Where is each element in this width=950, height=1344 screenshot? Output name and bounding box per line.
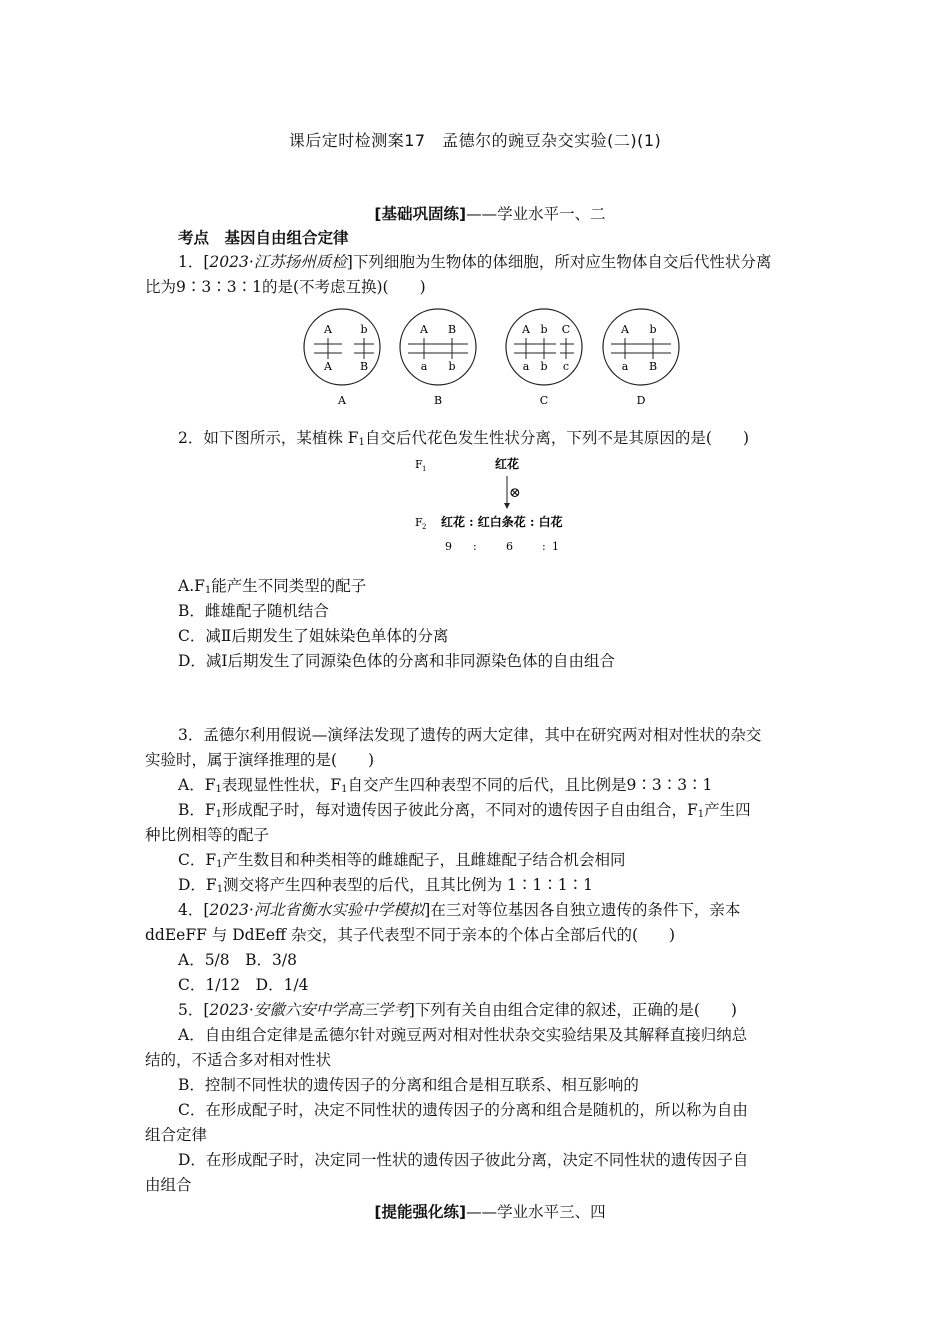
- q2-stem-sub: 1: [358, 437, 365, 448]
- cell-d-allele-1: A: [621, 323, 629, 336]
- q1-line-2: 比为9∶3∶3∶1的是(不考虑互换)( ): [145, 278, 426, 296]
- q2-option-a-sub: 1: [204, 585, 212, 596]
- f1-phenotype: 红花: [495, 457, 520, 471]
- cell-c-allele-2: b: [540, 323, 548, 336]
- cell-d-allele-3: a: [621, 360, 629, 373]
- q3-option-c: [178, 850, 626, 875]
- q4-stem-2: ddEeFF 与 DdEeff 杂交，其子代表型不同于亲本的个体占全部后代的( ): [145, 926, 676, 944]
- q3-stem-2: 实验时，属于演绎推理的是( ): [145, 751, 375, 769]
- cell-d-label: D: [636, 394, 646, 407]
- section-label: [基础巩固练]: [374, 205, 467, 223]
- cell-c-allele-1: A: [522, 323, 530, 336]
- cell-b-allele-4: b: [448, 360, 456, 373]
- q5-stem: [178, 1000, 737, 1020]
- q5-source: 2023·安徽六安中学高三学考: [209, 1001, 409, 1019]
- f2-phenotypes: 红花 : 红白条花 : 白花: [441, 515, 563, 529]
- q1-source: 2023·江苏扬州质检: [209, 253, 347, 271]
- q3-b-1: B．F: [178, 801, 216, 819]
- section-heading-advanced: [0, 1200, 950, 1222]
- f2-label: F: [415, 516, 423, 529]
- q3-option-a: [178, 775, 712, 800]
- ratio-sep-2: :: [542, 540, 546, 553]
- self-cross-symbol: ⊗: [509, 485, 521, 501]
- f2-sub: 2: [422, 523, 427, 531]
- cell-a-allele-2: b: [360, 323, 368, 336]
- cell-b-allele-3: a: [420, 360, 428, 373]
- topic-heading: 考点 基因自由组合定律: [178, 229, 349, 247]
- q3-b-2: 形成配子时，每对遗传因子彼此分离，不同对的遗传因子自由组合，F: [222, 801, 698, 819]
- q3-option-d: [178, 875, 593, 900]
- q3-a-sub-2: 1: [341, 784, 348, 795]
- q5-prefix: 5．[: [178, 1001, 210, 1019]
- cell-b: [400, 309, 476, 407]
- q2-option-d: D．减Ⅰ后期发生了同源染色体的分离和非同源染色体的自由组合: [178, 652, 616, 670]
- q5-option-c: C．在形成配子时，决定不同性状的遗传因子的分离和组合是随机的，所以称为自由: [178, 1101, 748, 1119]
- f1-label: F: [415, 458, 423, 471]
- q3-d-1: D．F: [178, 876, 217, 894]
- ratio-striped: 6: [506, 540, 513, 553]
- cell-a-label: A: [338, 394, 346, 407]
- ratio-red: 9: [445, 540, 452, 553]
- f1-sub: 1: [422, 465, 427, 473]
- q2-stem: [178, 428, 749, 453]
- q4-source: 2023·河北省衡水实验中学模拟: [209, 901, 425, 919]
- cell-c: [506, 309, 582, 407]
- q2-option-a: [178, 576, 366, 601]
- q5-option-d: D．在形成配子时，决定同一性状的遗传因子彼此分离，决定不同性状的遗传因子自: [178, 1151, 749, 1169]
- q1-line-1: [178, 252, 771, 272]
- q4-text: ]在三对等位基因各自独立遗传的条件下，亲本: [424, 901, 741, 919]
- page-title: 课后定时检测案17 孟德尔的豌豆杂交实验(二)(1): [288, 131, 662, 150]
- q3-c-sub: 1: [216, 859, 223, 870]
- q5-text: ]下列有关自由组合定律的叙述，正确的是( ): [408, 1001, 737, 1019]
- q3-a-2: 表现显性性状，F: [221, 776, 342, 794]
- arrow-down-icon: [504, 503, 510, 509]
- q3-b-3: 产生四: [704, 801, 751, 819]
- q2-option-b: B．雌雄配子随机结合: [178, 602, 329, 620]
- cell-a: [304, 309, 380, 407]
- cell-c-allele-5: b: [540, 360, 548, 373]
- q5-option-b: B．控制不同性状的遗传因子的分离和组合是相互联系、相互影响的: [178, 1076, 639, 1094]
- cell-c-allele-3: C: [561, 323, 571, 336]
- section-heading-basic: [0, 202, 950, 224]
- ratio-white: 1: [552, 540, 559, 553]
- q4-options-2: C．1/12 D．1/4: [178, 976, 309, 994]
- q3-d-sub: 1: [216, 884, 224, 895]
- q3-b-sub-2: 1: [697, 809, 705, 820]
- q3-a-1: A．F: [178, 776, 216, 794]
- q3-d-2: 测交将产生四种表型的后代，且其比例为 1∶1∶1∶1: [223, 876, 593, 894]
- q2-option-a-pre: A.F: [178, 577, 205, 595]
- cell-b-allele-1: A: [420, 323, 428, 336]
- cell-b-allele-2: B: [447, 323, 457, 336]
- cell-c-label: C: [539, 394, 549, 407]
- q3-a-3: 自交产生四种表型不同的后代，且比例是9∶3∶3∶1: [347, 776, 713, 794]
- q2-option-c: C．减Ⅱ后期发生了姐妹染色单体的分离: [178, 627, 449, 645]
- q3-c-2: 产生数目和种类相等的雌雄配子，且雌雄配子结合机会相同: [222, 851, 626, 869]
- q5-option-c-cont: 组合定律: [145, 1126, 208, 1144]
- q4-options-1: A．5/8 B．3/8: [178, 951, 297, 969]
- cell-a-allele-1: A: [324, 323, 332, 336]
- q5-option-a: A．自由组合定律是孟德尔针对豌豆两对相对性状杂交实验结果及其解释直接归纳总: [178, 1026, 748, 1044]
- q3-option-b: [178, 800, 751, 825]
- section2-label: [提能强化练]: [374, 1203, 467, 1221]
- cell-b-label: B: [433, 394, 443, 407]
- q4-prefix: 4．[: [178, 901, 210, 919]
- q3-stem-1: 3．孟德尔利用假说—演绎法发现了遗传的两大定律，其中在研究两对相对性状的杂交: [178, 726, 762, 744]
- q5-option-a-cont: 结的，不适合多对相对性状: [145, 1051, 332, 1069]
- ratio-sep-1: :: [473, 540, 477, 553]
- q4-stem-1: [178, 900, 740, 920]
- q3-a-sub-1: 1: [215, 784, 222, 795]
- cell-d-allele-4: B: [648, 360, 658, 373]
- cell-c-allele-4: a: [522, 360, 530, 373]
- q3-c-1: C．F: [178, 851, 217, 869]
- q2-option-a-post: 能产生不同类型的配子: [211, 577, 367, 595]
- q2-cross-diagram: [405, 452, 605, 560]
- q2-stem-post: 自交后代花色发生性状分离，下列不是其原因的是( ): [364, 429, 750, 447]
- cell-d: [603, 309, 679, 407]
- section2-suffix: ——学业水平三、四: [466, 1203, 606, 1221]
- q3-b-sub-1: 1: [215, 809, 223, 820]
- cell-a-allele-3: A: [324, 360, 332, 373]
- q1-text: ]下列细胞为生物体的体细胞，所对应生物体自交后代性状分离: [346, 253, 772, 271]
- cell-d-allele-2: b: [649, 323, 657, 336]
- section-suffix: ——学业水平一、二: [466, 205, 606, 223]
- q5-option-d-cont: 由组合: [145, 1176, 192, 1194]
- q2-stem-pre: 2．如下图所示，某植株 F: [178, 429, 359, 447]
- q1-cell-diagram: [300, 302, 690, 410]
- cell-a-allele-4: B: [359, 360, 369, 373]
- q3-option-b-cont: 种比例相等的配子: [145, 826, 270, 844]
- cell-c-allele-6: c: [562, 360, 570, 373]
- q1-prefix: 1．[: [178, 253, 210, 271]
